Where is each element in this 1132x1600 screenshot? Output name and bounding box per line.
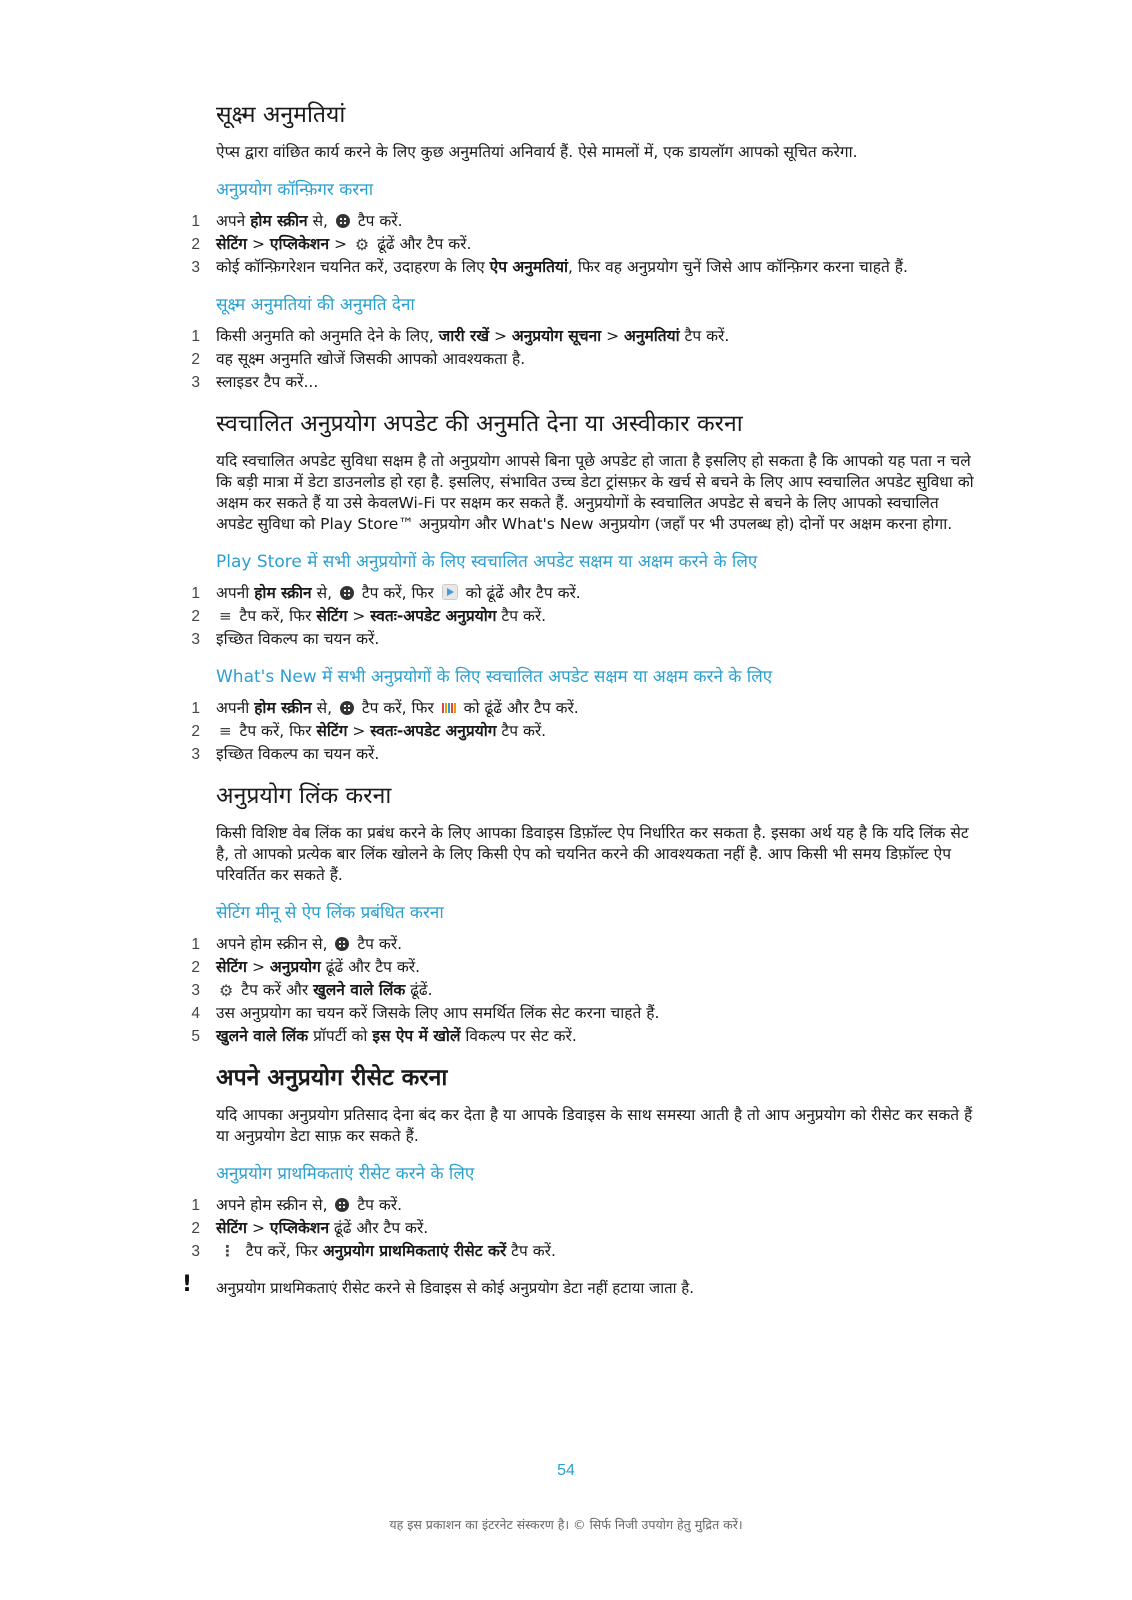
- section-title: अपने अनुप्रयोग रीसेट करना: [216, 1065, 448, 1091]
- subheading: What's New में सभी अनुप्रयोगों के लिए स्वचालित अपडेट सक्षम या अक्षम करने के लिए: [216, 667, 773, 687]
- subheading: सेटिंग मीनू से ऐप लिंक प्रबंधित करना: [216, 903, 444, 923]
- step: 5 खुलने वाले लिंक प्रॉपर्टी को इस ऐप में खोलें विकल्प पर सेट करें.: [191, 1027, 577, 1045]
- apps-grid-icon: [336, 214, 350, 228]
- document-page: [182, 100, 976, 1299]
- step: 1 अपने होम स्क्रीन से, टैप करें.: [191, 1196, 403, 1214]
- subheading: Play Store में सभी अनुप्रयोगों के लिए स्वचालित अपडेट सक्षम या अक्षम करने के लिए: [216, 552, 758, 572]
- step: 3 ⋮ टैप करें, फिर अनुप्रयोग प्राथमिकताएं रीसेट करें टैप करें.: [191, 1242, 556, 1260]
- paragraph: यदि आपका अनुप्रयोग प्रतिसाद देना बंद कर देता है या आपके डिवाइस के साथ समस्या आती है तो आप अनुप्रयोग को रीसेट कर सकते हैं या अनुप्रयोग डेटा साफ़ कर सकते हैं.: [216, 1106, 973, 1145]
- whats-new-icon: [442, 703, 456, 713]
- page-number: 54: [557, 1462, 575, 1479]
- gear-icon: ⚙: [219, 981, 234, 1000]
- play-store-icon: [442, 584, 458, 600]
- subheading: अनुप्रयोग प्राथमिकताएं रीसेट करने के लिए: [216, 1164, 475, 1184]
- step-list: [191, 583, 976, 650]
- step: 3 कोई कॉन्फ़िगरेशन चयनित करें, उदाहरण के लिए ऐप अनुमतियां, फिर वह अनुप्रयोग चुनें जिसे आप कॉन्फ़िगर करना चाहते हैं.: [191, 258, 908, 276]
- step: 3 ⚙ टैप करें और खुलने वाले लिंक ढूंढें.: [191, 981, 433, 1000]
- step: 1 किसी अनुमति को अनुमति देने के लिए, जारी रखें > अनुप्रयोग सूचना > अनुमतियां टैप करें.: [191, 327, 730, 345]
- paragraph: ऐप्स द्वारा वांछित कार्य करने के लिए कुछ अनुमतियां अनिवार्य हैं. ऐसे मामलों में, एक डायलॉग आपको सूचित करेगा.: [216, 143, 858, 161]
- subheading: अनुप्रयोग कॉन्फ़िगर करना: [216, 180, 374, 200]
- step: 3 इच्छित विकल्प का चयन करें.: [191, 745, 380, 763]
- step: 2 वह सूक्ष्म अनुमति खोजें जिसकी आपको आवश्यकता है.: [191, 350, 526, 368]
- footer-text: यह इस प्रकाशन का इंटरनेट संस्करण है। © सिर्फ निजी उपयोग हेतु मुद्रित करें।: [389, 1517, 743, 1532]
- step: 1 अपने होम स्क्रीन से, टैप करें.: [191, 212, 403, 230]
- step: 3 इच्छित विकल्प का चयन करें.: [191, 630, 380, 648]
- note: ! अनुप्रयोग प्राथमिकताएं रीसेट करने से डिवाइस से कोई अनुप्रयोग डेटा नहीं हटाया जाता है.: [182, 1272, 695, 1297]
- apps-grid-icon: [340, 586, 354, 600]
- apps-grid-icon: [335, 1198, 349, 1212]
- menu-icon: ≡: [219, 722, 232, 740]
- step-list: [191, 1195, 976, 1262]
- section-title: सूक्ष्म अनुमतियां: [216, 102, 346, 128]
- menu-icon: ≡: [219, 607, 232, 625]
- paragraph: यदि स्वचालित अपडेट सुविधा सक्षम है तो अनुप्रयोग आपसे बिना पूछे अपडेट हो जाता है इसलिए हो सकता है कि आपको यह पता न चले कि बड़ी मात्रा में डेटा डाउनलोड हो रहा है. इसलिए, संभावित उच्च डेटा ट्रांसफ़र के खर्च से बचने के लिए आप स्वचालित अपडेट सुविधा को अक्षम कर सकते हैं या उसे केवलWi-Fi पर सक्षम कर सकते हैं. अनुप्रयोगों के स्वचालित अपडेट से बचने के लिए आपको स्वचालित अपडेट सुविधा को Play Store™ अनुप्रयोग और What's New अनुप्रयोग (जहाँ पर भी उपलब्ध हो) दोनों पर अक्षम करना होगा.: [216, 452, 974, 533]
- warning-icon: !: [182, 1272, 193, 1297]
- apps-grid-icon: [340, 701, 354, 715]
- step: 3 स्लाइडर टैप करें...: [191, 373, 319, 391]
- step: 1 अपने होम स्क्रीन से, टैप करें.: [191, 935, 403, 953]
- apps-grid-icon: [335, 937, 349, 951]
- step: 2 सेटिंग > अनुप्रयोग ढूंढें और टैप करें.: [191, 958, 421, 976]
- step-list: [191, 698, 976, 765]
- section-title: स्वचालित अनुप्रयोग अपडेट की अनुमति देना या अस्वीकार करना: [216, 411, 743, 437]
- step-list: [191, 934, 976, 1047]
- subheading: सूक्ष्म अनुमतियां की अनुमति देना: [216, 295, 415, 315]
- step: 1 अपनी होम स्क्रीन से, टैप करें, फिर को ढूंढें और टैप करें.: [191, 699, 579, 717]
- paragraph: किसी विशिष्ट वेब लिंक का प्रबंध करने के लिए आपका डिवाइस डिफ़ॉल्ट ऐप निर्धारित कर सकता है. इसका अर्थ यह है कि यदि लिंक सेट है, तो आपको प्रत्येक बार लिंक खोलने के लिए किसी ऐप को चयनित करने की आवश्यकता नहीं है. आप किसी भी समय डिफ़ॉल्ट ऐप परिवर्तित कर सकते हैं.: [216, 824, 969, 884]
- gear-icon: ⚙: [354, 235, 370, 254]
- step-list: [191, 326, 976, 393]
- step: 2 ≡ टैप करें, फिर सेटिंग > स्वतः-अपडेट अनुप्रयोग टैप करें.: [191, 722, 547, 740]
- step-list: [191, 211, 976, 278]
- step: 1 अपनी होम स्क्रीन से, टैप करें, फिर को ढूंढें और टैप करें.: [191, 584, 581, 602]
- step: 2 सेटिंग > एप्लिकेशन > ⚙ ढूंढें और टैप करें.: [191, 235, 472, 254]
- section-title: अनुप्रयोग लिंक करना: [216, 783, 392, 809]
- step: 2 ≡ टैप करें, फिर सेटिंग > स्वतः-अपडेट अनुप्रयोग टैप करें.: [191, 607, 547, 625]
- more-vert-icon: ⋮: [220, 1242, 235, 1260]
- step: 2 सेटिंग > एप्लिकेशन ढूंढें और टैप करें.: [191, 1219, 429, 1237]
- step: 4 उस अनुप्रयोग का चयन करें जिसके लिए आप समर्थित लिंक सेट करना चाहते हैं.: [191, 1004, 660, 1022]
